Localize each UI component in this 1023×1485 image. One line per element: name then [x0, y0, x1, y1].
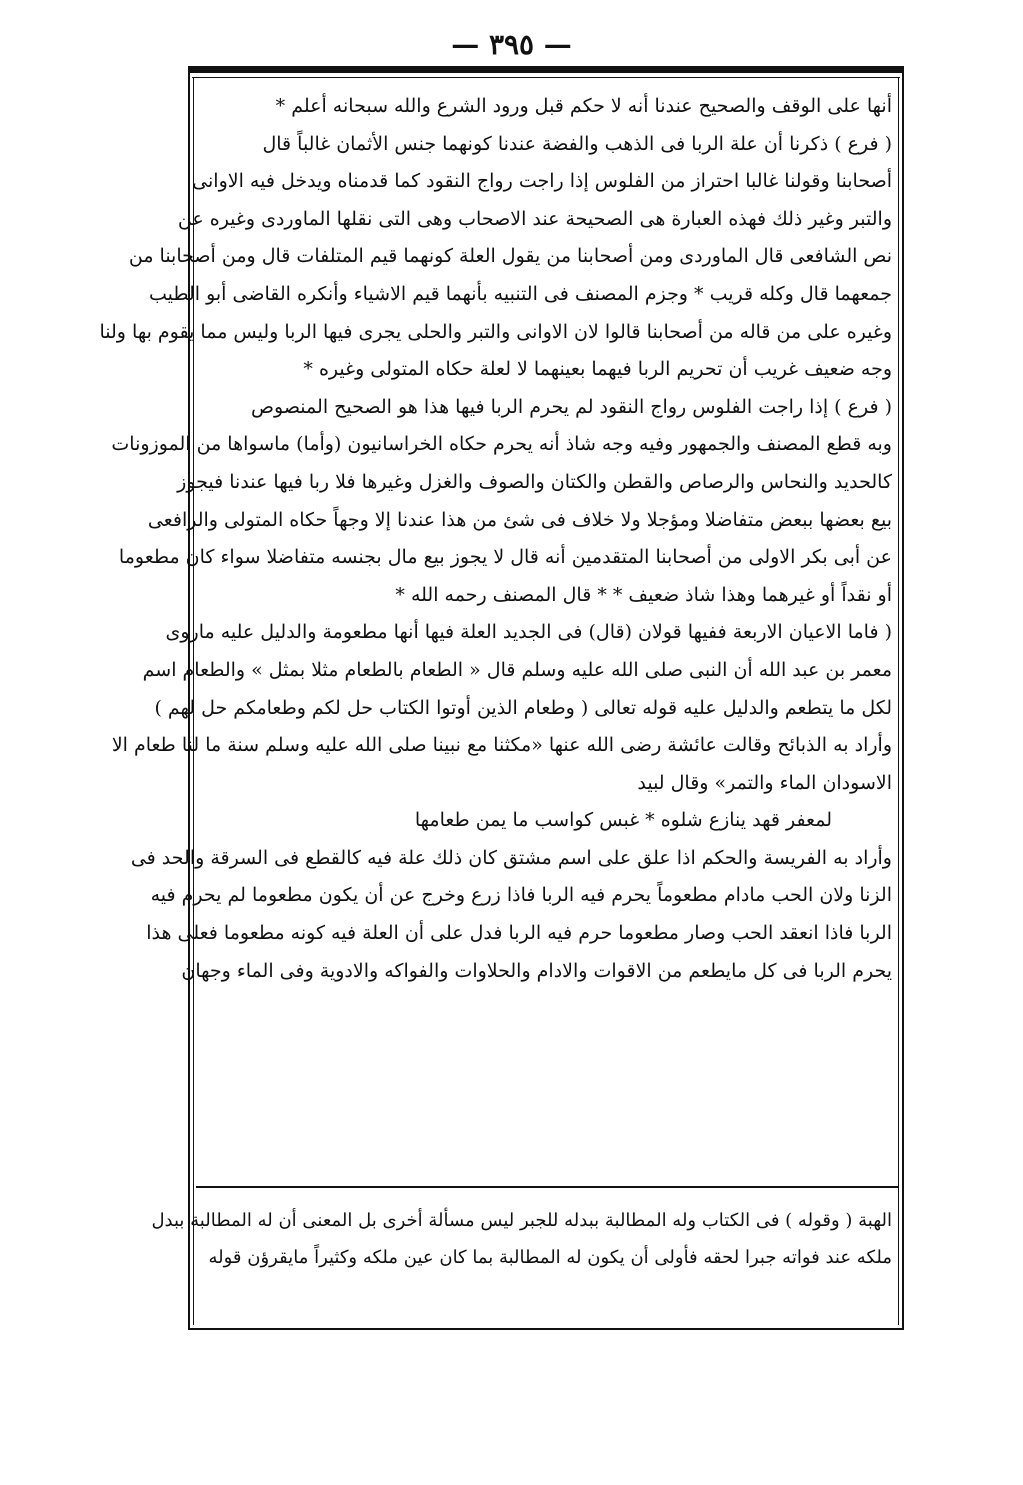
- poetry-verse: لمعفر قهد ينازع شلوه * غبس كواسب ما يمن طعامها: [414, 809, 832, 832]
- text-line: عن أبى بكر الاولى من أصحابنا المتقدمين أنه قال لا يجوز بيع مال بجنسه متفاضلا سواء كان مطعوما: [118, 546, 892, 569]
- text-line: الربا فاذا انعقد الحب وصار مطعوما حرم فيه الربا فدل على أن العلة فيه كونه مطعوما فعلى هذا: [146, 922, 892, 945]
- text-line: وغيره على من قاله من أصحابنا قالوا لان الاوانى والتبر والحلى يجرى فيها الربا وليس مما يقوم بها ولنا: [99, 320, 892, 343]
- text-line: يحرم الربا فى كل مايطعم من الاقوات والادام والحلاوات والفواكه والادوية وفى الماء وجهان: [181, 959, 892, 982]
- text-line: وجه ضعيف غريب أن تحريم الربا فيهما بعينهما لا لعلة حكاه المتولى وغيره *: [303, 358, 892, 381]
- footnote-block: [151, 1202, 892, 1276]
- text-line: معمر بن عبد الله أن النبى صلى الله عليه وسلم قال « الطعام بالطعام مثلا بمثل » والطعام اسم: [142, 658, 892, 681]
- text-line: ( فرع ) ذكرنا أن علة الربا فى الذهب والفضة عندنا كونهما جنس الأثمان غالباً قال: [262, 132, 892, 155]
- text-line: وبه قطع المصنف والجمهور وفيه وجه شاذ أنه يحرم حكاه الخراسانيون (وأما) ماسواها من الموزونات: [111, 433, 892, 456]
- footnote-line: ملكه عند فواته جبرا لحقه فأولى أن يكون له المطالبة بما كان عين ملكه وكثيراً مايقرؤن قوله: [208, 1247, 892, 1268]
- frame-right-rule: [898, 77, 899, 1325]
- text-line: جمعهما قال وكله قريب * وجزم المصنف فى التنبيه بأنهما قيم الاشياء وأنكره القاضى أبو الطيب: [149, 282, 892, 305]
- text-line: الاسودان الماء والتمر» وقال لبيد: [637, 771, 892, 794]
- page-number: — ٣٩٥ —: [451, 28, 572, 61]
- text-line: وأراد به الذبائح وقالت عائشة رضى الله عنها «مكثنا مع نبينا صلى الله عليه وسلم سنة ما لنا طعام الا: [111, 734, 892, 757]
- text-line: نص الشافعى قال الماوردى ومن أصحابنا من يقول العلة كونهما قيم المتلفات قال ومن أصحابنا من: [128, 245, 892, 268]
- text-line: ( فرع ) إذا راجت الفلوس رواج النقود لم يحرم الربا فيها هذا هو الصحيح المنصوص: [251, 395, 892, 418]
- footnote-line: الهبة ( وقوله ) فى الكتاب وله المطالبة ببدله للجبر ليس مسألة أخرى بل المعنى أن له المطالبة ببدل: [151, 1210, 892, 1231]
- main-text-block: [99, 88, 892, 990]
- text-line: والتبر وغير ذلك فهذه العبارة هى الصحيحة عند الاصحاب وهى التى نقلها الماوردى وغيره عن: [177, 207, 892, 230]
- text-line: ( فاما الاعيان الاربعة ففيها قولان (قال) فى الجديد العلة فيها أنها مطعومة والدليل عليه ماروى: [165, 621, 892, 644]
- text-line: أنها على الوقف والصحيح عندنا أنه لا حكم قبل ورود الشرع والله سبحانه أعلم *: [275, 95, 892, 117]
- text-line: بيع بعضها ببعض متفاضلا ومؤجلا ولا خلاف فى شئ من هذا عندنا إلا وجهاً حكاه المتولى والرافعى: [147, 508, 892, 531]
- text-line: لكل ما يتطعم والدليل عليه قوله تعالى ( وطعام الذين أوتوا الكتاب حل لكم وطعامكم حل لهم ): [154, 696, 892, 719]
- text-line: أو نقداً أو غيرهما وهذا شاذ ضعيف * * قال المصنف رحمه الله *: [395, 583, 892, 606]
- text-line: وأراد به الفريسة والحكم اذا علق على اسم مشتق كان ذلك علة فيه كالقطع فى السرقة والحد فى: [130, 846, 892, 869]
- text-line: كالحديد والنحاس والرصاص والقطن والكتان والصوف والغزل وغيرها فلا ربا فيها عندنا فيجوز: [177, 470, 892, 493]
- frame-inner-rule: [192, 77, 900, 78]
- text-line: الزنا ولان الحب مادام مطعوماً يحرم فيه الربا فاذا زرع وخرج عن أن يكون مطعوما لم يحرم فيه: [150, 884, 892, 907]
- footnote-divider: [196, 1186, 898, 1188]
- text-line: أصحابنا وقولنا غالبا احتراز من الفلوس إذا راجت رواج النقود كما قدمناه ويدخل فيه الاوانى: [192, 170, 892, 193]
